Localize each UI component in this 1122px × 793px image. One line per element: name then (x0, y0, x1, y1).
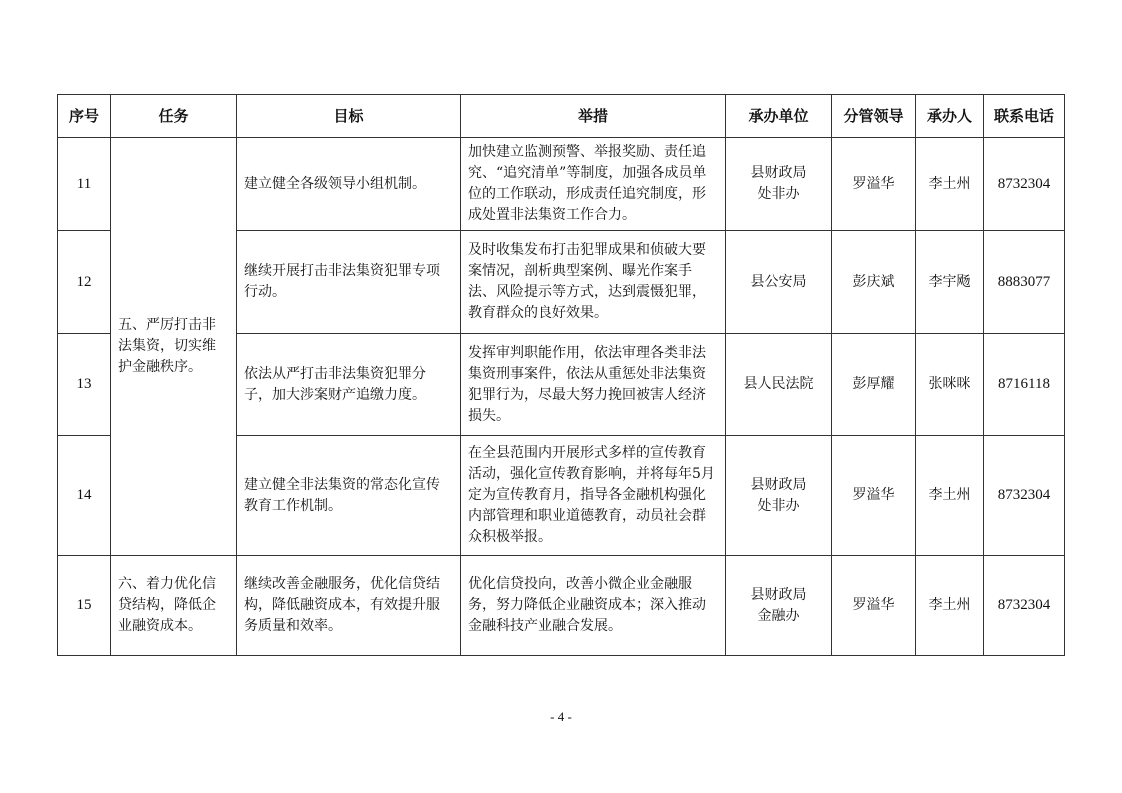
row-goal: 继续改善金融服务，优化信贷结构，降低融资成本，有效提升服务质量和效率。 (237, 556, 461, 656)
row-goal: 继续开展打击非法集资犯罪专项行动。 (237, 231, 461, 334)
row-leader: 罗溢华 (832, 138, 916, 231)
row-goal: 建立健全非法集资的常态化宣传教育工作机制。 (237, 436, 461, 556)
row-measures: 加快建立监测预警、举报奖励、责任追究、“追究清单”等制度，加强各成员单位的工作联动，形成责任追究制度，形成处置非法集资工作合力。 (461, 138, 726, 231)
row-handler: 李土州 (916, 556, 984, 656)
row-leader: 罗溢华 (832, 436, 916, 556)
row-handler: 李土州 (916, 138, 984, 231)
row-unit (726, 556, 832, 656)
row-measures: 在全县范围内开展形式多样的宣传教育活动，强化宣传教育影响，并将每年5月定为宣传教育月，指导各金融机构强化内部管理和职业道德教育，动员社会群众积极举报。 (461, 436, 726, 556)
row-phone: 8732304 (984, 436, 1065, 556)
row-seq: 15 (58, 556, 111, 656)
row-goal: 依法从严打击非法集资犯罪分子，加大涉案财产追缴力度。 (237, 334, 461, 436)
header-goal: 目标 (237, 95, 461, 138)
row-unit (726, 138, 832, 231)
table-row (58, 138, 1065, 231)
unit-line: 县财政局 (750, 165, 807, 181)
unit-line: 金融办 (757, 607, 800, 624)
row-phone: 8883077 (984, 231, 1065, 334)
row-measures: 及时收集发布打击犯罪成果和侦破大要案情况，剖析典型案例、曝光作案手法、风险提示等方式，达到震慑犯罪，教育群众的良好效果。 (461, 231, 726, 334)
row-seq: 13 (58, 334, 111, 436)
row-handler: 李宇飏 (916, 231, 984, 334)
unit-line: 处非办 (757, 497, 800, 514)
row-seq: 12 (58, 231, 111, 334)
row-handler: 李土州 (916, 436, 984, 556)
header-measures: 举措 (461, 95, 726, 138)
row-leader: 彭庆斌 (832, 231, 916, 334)
task-group-6: 六、着力优化信贷结构，降低企业融资成本。 (111, 556, 237, 656)
row-leader: 罗溢华 (832, 556, 916, 656)
unit-line: 县公安局 (750, 273, 807, 290)
row-phone: 8716118 (984, 334, 1065, 436)
row-measures: 优化信贷投向，改善小微企业金融服务，努力降低企业融资成本；深入推动金融科技产业融合发展。 (461, 556, 726, 656)
task-group-5: 五、严厉打击非法集资，切实维护金融秩序。 (111, 138, 237, 556)
page-number: - 4 - (550, 709, 572, 724)
unit-line: 县财政局 (750, 586, 807, 603)
row-measures: 发挥审判职能作用，依法审理各类非法集资刑事案件，依法从重惩处非法集资犯罪行为，尽最大努力挽回被害人经济损失。 (461, 334, 726, 436)
row-unit (726, 436, 832, 556)
row-leader: 彭厚耀 (832, 334, 916, 436)
row-phone: 8732304 (984, 138, 1065, 231)
task-table (57, 94, 1065, 656)
row-phone: 8732304 (984, 556, 1065, 656)
row-unit (726, 231, 832, 334)
unit-line: 县人民法院 (743, 376, 814, 392)
header-unit: 承办单位 (726, 95, 832, 138)
unit-line: 县财政局 (750, 476, 807, 493)
row-goal: 建立健全各级领导小组机制。 (237, 138, 461, 231)
header-task: 任务 (111, 95, 237, 138)
header-phone: 联系电话 (984, 95, 1065, 138)
row-seq: 14 (58, 436, 111, 556)
unit-line: 处非办 (757, 186, 800, 202)
row-handler: 张咪咪 (916, 334, 984, 436)
header-row (58, 95, 1065, 138)
header-seq: 序号 (58, 95, 111, 138)
table-row (58, 556, 1065, 656)
header-leader: 分管领导 (832, 95, 916, 138)
row-seq: 11 (58, 138, 111, 231)
row-unit (726, 334, 832, 436)
header-handler: 承办人 (916, 95, 984, 138)
